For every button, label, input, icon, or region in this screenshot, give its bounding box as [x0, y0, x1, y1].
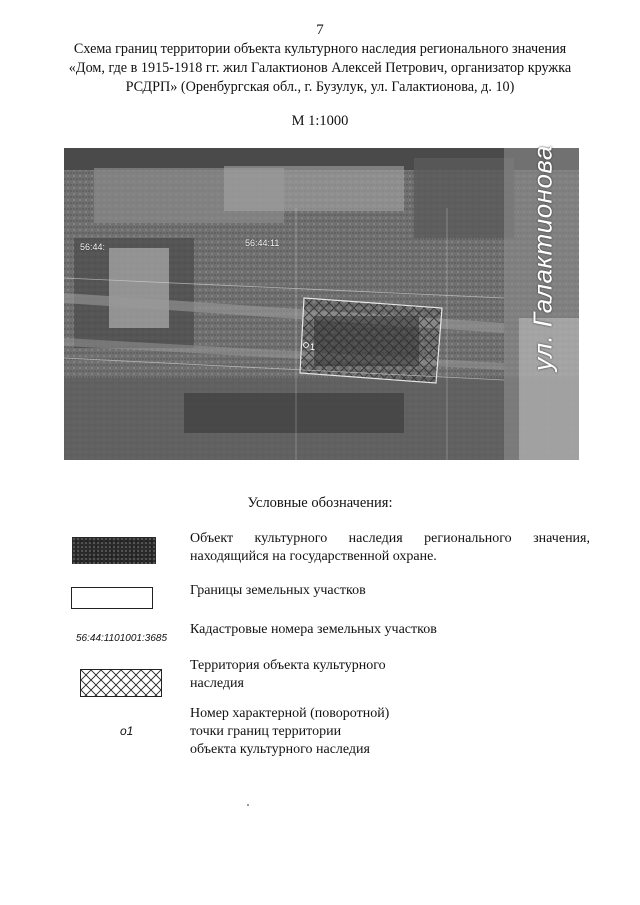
title-line-3: РСДРП» (Оренбургская обл., г. Бузулук, ул. Галактионова, д. 10): [125, 79, 515, 95]
legend-text-heritage-territory: [190, 657, 590, 693]
legend-text-land-boundaries: Границы земельных участков: [190, 583, 366, 598]
map-cadastral-label-left: 56:44:: [80, 242, 106, 252]
legend-text-boundary-point: [190, 705, 590, 759]
legend-text-boundary-point-line-2: точки границ территории: [190, 724, 342, 739]
legend-title: Условные обозначения:: [247, 495, 393, 511]
legend-text-heritage-territory-line-2: наследия: [190, 676, 244, 691]
map-cadastral-label-center: 56:44:11: [245, 238, 280, 248]
map-point-label: 1: [310, 342, 316, 352]
heritage-object-symbol: [72, 537, 156, 564]
legend-text-boundary-point-line-3: объекта культурного наследия: [190, 742, 370, 757]
title-line-1: Схема границ территории объекта культурного наследия регионального значения: [73, 41, 567, 57]
scan-speck: [247, 804, 249, 806]
land-boundary-symbol: [71, 587, 153, 609]
legend-text-boundary-point-line-1: Номер характерной (поворотной): [190, 706, 390, 721]
legend-text-cadastral-numbers: Кадастровые номера земельных участков: [190, 622, 437, 637]
boundary-point-symbol: о1: [120, 724, 134, 738]
title-line-2: «Дом, где в 1915-1918 гг. жил Галактионов Алексей Петрович, организатор кружка: [68, 60, 572, 76]
legend-text-heritage-object: Объект культурного наследия регионального значения, находящийся на государственной охране.: [190, 531, 590, 564]
street-label: [497, 145, 589, 371]
street-label-text: ул. Галактионова: [527, 145, 558, 371]
legend-text-heritage-territory-line-1: Территория объекта культурного: [190, 658, 386, 673]
map-scale: М 1:1000: [291, 113, 349, 129]
heritage-territory-symbol: [80, 669, 162, 697]
cadastral-number-symbol: 56:44:1101001:3685: [76, 633, 168, 644]
page-number: 7: [316, 22, 324, 38]
document-title: [40, 40, 600, 97]
